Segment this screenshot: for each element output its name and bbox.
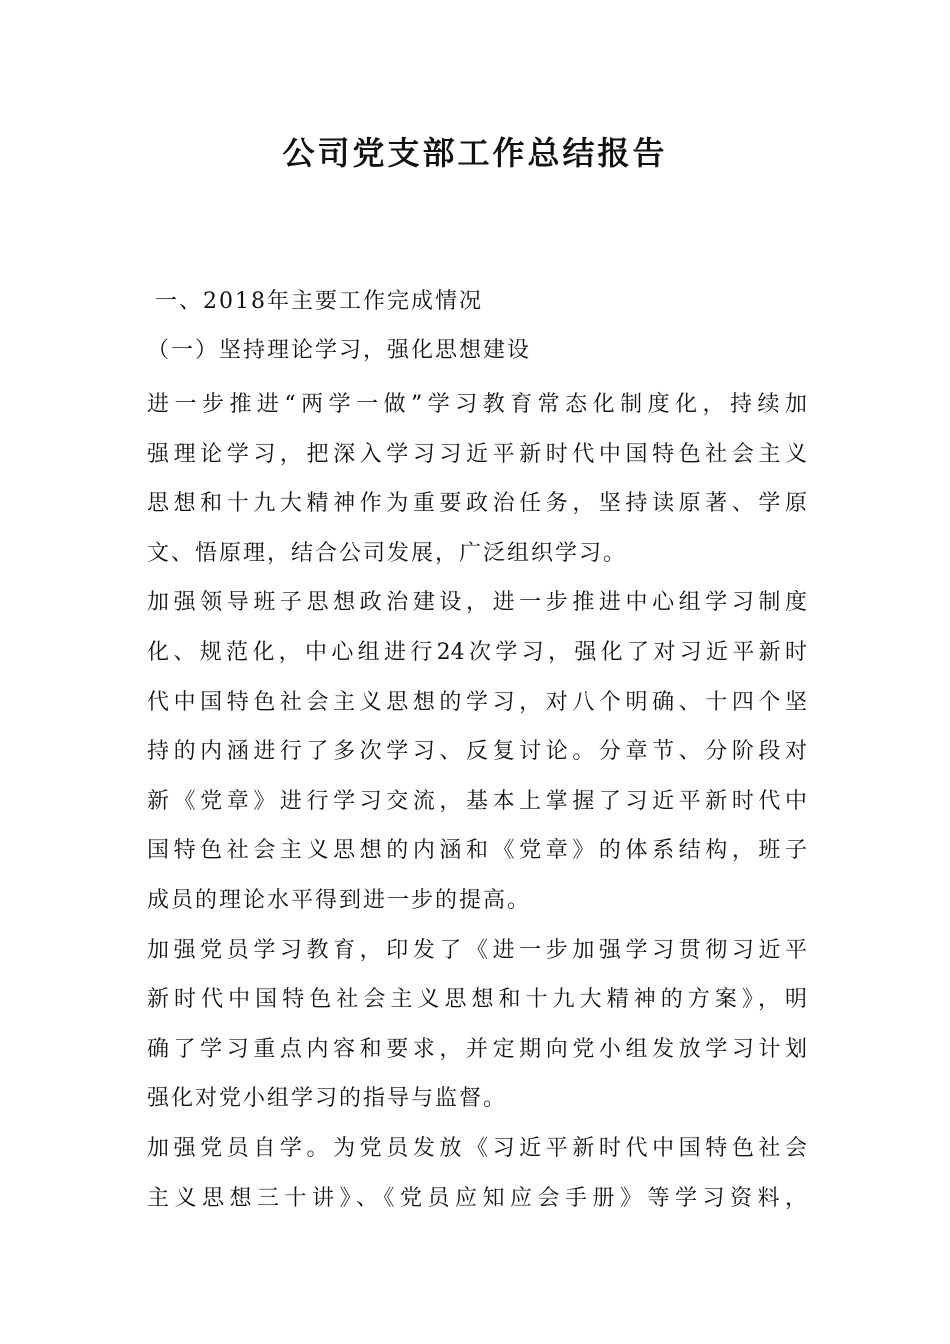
text-line: 国特色社会主义思想的内涵和《党章》的体系结构，班子: [147, 838, 807, 864]
document-title: 公司党支部工作总结报告: [282, 134, 668, 172]
subsection-heading: （一）坚持理论学习，强化思想建设: [147, 338, 532, 363]
text-line: 加强领导班子思想政治建设，进一步推进中心组学习制度: [147, 590, 807, 616]
document-body: [147, 380, 807, 1223]
text-line: 文、悟原理，结合公司发展，广泛组织学习。: [147, 540, 628, 566]
text-line: 化、规范化，中心组进行24次学习，强化了对习近平新时: [147, 639, 807, 665]
paragraph-3: [147, 926, 807, 1124]
text-line: 新《党章》进行学习交流，基本上掌握了习近平新时代中: [147, 788, 807, 814]
text-line: 持的内涵进行了多次学习、反复讨论。分章节、分阶段对: [147, 739, 807, 765]
text-line: 加强党员学习教育，印发了《进一步加强学习贯彻习近平: [147, 937, 807, 963]
paragraph-1: [147, 380, 807, 578]
text-line: 成员的理论水平得到进一步的提高。: [147, 887, 532, 913]
section-heading: 一、2018年主要工作完成情况: [155, 289, 483, 314]
text-line: 强化对党小组学习的指导与监督。: [147, 1086, 508, 1112]
text-line: 代中国特色社会主义思想的学习，对八个明确、十四个坚: [147, 689, 807, 715]
paragraph-2: [147, 578, 807, 925]
text-line: 主义思想三十讲》、《党员应知应会手册》等学习资料，: [147, 1185, 807, 1211]
text-line: 思想和十九大精神作为重要政治任务，坚持读原著、学原: [147, 491, 807, 517]
text-line: 进一步推进“两学一做”学习教育常态化制度化，持续加: [147, 392, 807, 417]
paragraph-4: [147, 1124, 807, 1223]
text-line: 强理论学习，把深入学习习近平新时代中国特色社会主义: [147, 441, 807, 467]
text-line: 加强党员自学。为党员发放《习近平新时代中国特色社会: [147, 1135, 807, 1161]
text-line: 确了学习重点内容和要求，并定期向党小组发放学习计划: [147, 1036, 807, 1062]
text-line: 新时代中国特色社会主义思想和十九大精神的方案》，明: [147, 987, 807, 1013]
